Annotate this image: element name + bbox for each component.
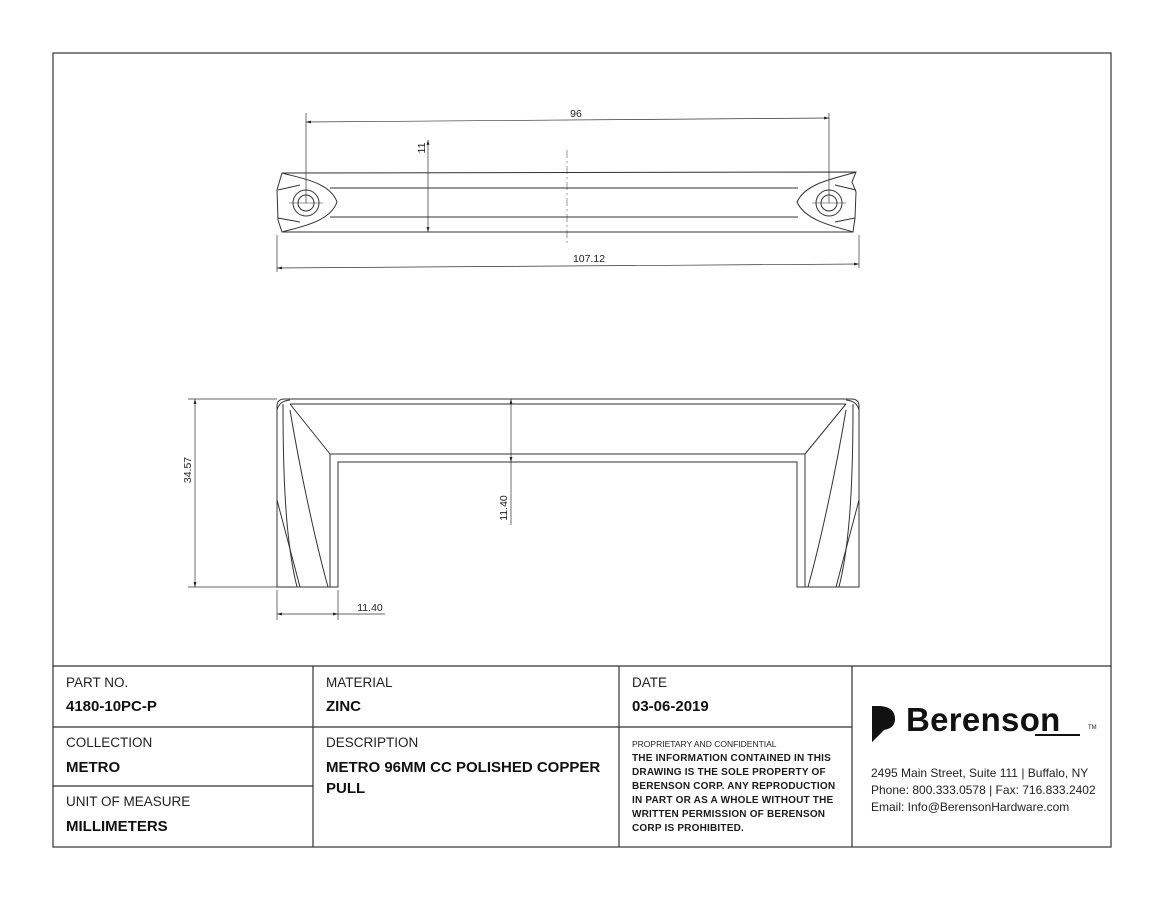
company-address: 2495 Main Street, Suite 111 | Buffalo, NY (871, 766, 1089, 780)
unit-of-measure-label: UNIT OF MEASURE (66, 794, 191, 809)
date-label: DATE (632, 675, 668, 690)
overall-length-label: 107.12 (572, 253, 606, 265)
material-value: ZINC (326, 698, 361, 715)
confidential-title: PROPRIETARY AND CONFIDENTIAL (632, 739, 777, 749)
company-email: Email: Info@BerensonHardware.com (871, 800, 1070, 814)
company-name: Berenson (906, 701, 1061, 738)
collection-label: COLLECTION (66, 735, 153, 750)
part-no-label: PART NO. (66, 675, 129, 690)
side-view (277, 399, 859, 587)
cc-dimension-label: 96 (570, 108, 582, 120)
cc-dimension-line (306, 118, 829, 122)
top-view-dimensions (277, 113, 859, 272)
confidential-notice: THE INFORMATION CONTAINED IN THIS DRAWING IS THE SOLE PROPERTY OF BERENSON CORP. ANY REPRODUCTION IN PART OR AS A WHOLE WITHOUT THE WRITTEN PERMISSION OF BERENSON CORP IS PROHIBITED. (632, 753, 836, 834)
unit-of-measure-value: MILLIMETERS (66, 818, 168, 835)
overall-length-dimension-line (277, 264, 859, 268)
inner-height-dimension-label: 11.40 (498, 495, 510, 521)
company-phone-fax: Phone: 800.333.0578 | Fax: 716.833.2402 (871, 783, 1096, 797)
description-value: METRO 96MM CC POLISHED COPPER PULL (326, 759, 601, 797)
material-label: MATERIAL (326, 675, 393, 690)
height-dimension-label: 34.57 (182, 456, 194, 484)
description-label: DESCRIPTION (326, 735, 419, 750)
leg-width-dimension-label: 11.40 (357, 602, 383, 614)
top-view (277, 150, 856, 245)
part-no-value: 4180-10PC-P (66, 698, 157, 715)
date-value: 03-06-2019 (632, 698, 709, 715)
company-logo (870, 701, 1110, 747)
trademark-symbol: TM (1088, 725, 1097, 731)
depth-dimension-label: 11 (416, 142, 428, 154)
collection-value: METRO (66, 759, 121, 776)
side-view-dimensions (188, 399, 511, 620)
